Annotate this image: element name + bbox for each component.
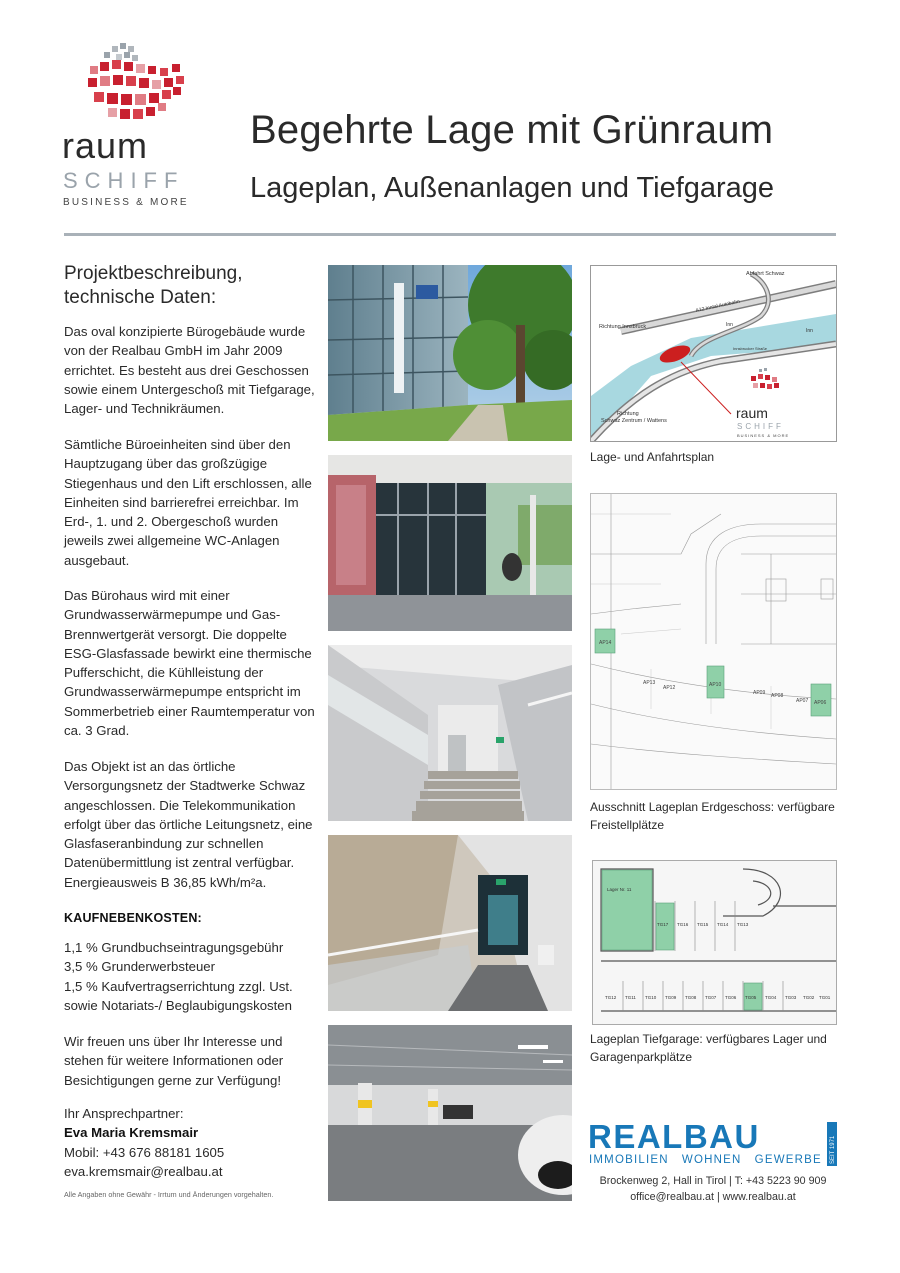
- address-line: Brockenweg 2, Hall in Tirol | T: +43 5223 90 909: [599, 1175, 827, 1187]
- svg-text:AP09: AP09: [753, 690, 766, 696]
- photo-staircase: [328, 645, 572, 821]
- svg-text:TG14: TG14: [717, 922, 729, 927]
- cost-item: sowie Notariats-/ Beglaubigungskosten: [64, 997, 292, 1013]
- svg-text:REALBAU: REALBAU: [588, 1120, 760, 1155]
- realbau-logo: [588, 1120, 838, 1170]
- svg-text:TG04: TG04: [765, 995, 777, 1000]
- company-address: [588, 1173, 838, 1205]
- raumschiff-logo: [60, 38, 222, 210]
- svg-text:raum: raum: [62, 125, 149, 166]
- header-divider: [64, 233, 836, 236]
- svg-text:AP12: AP12: [663, 685, 676, 691]
- svg-text:TG13: TG13: [737, 922, 749, 927]
- svg-text:TG01: TG01: [819, 995, 831, 1000]
- photo-building-exterior: [328, 265, 572, 441]
- svg-text:Schwaz Zentrum / Wattens: Schwaz Zentrum / Wattens: [601, 418, 667, 424]
- svg-text:AP08: AP08: [771, 693, 784, 699]
- svg-text:Lager Nr. 11: Lager Nr. 11: [607, 887, 632, 892]
- svg-text:Inn: Inn: [726, 322, 733, 328]
- contact-line[interactable]: office@realbau.at | www.realbau.at: [630, 1191, 796, 1203]
- photo-stairwell: [328, 835, 572, 1011]
- svg-text:TG09: TG09: [665, 995, 677, 1000]
- svg-text:SCHIFF: SCHIFF: [737, 422, 784, 431]
- disclaimer: Alle Angaben ohne Gewähr - Irrtum und Änderungen vorgehalten.: [64, 1190, 274, 1199]
- svg-text:TG07: TG07: [705, 995, 717, 1000]
- svg-text:BUSINESS & MORE: BUSINESS & MORE: [737, 433, 790, 438]
- svg-text:Richtung: Richtung: [617, 411, 639, 417]
- closing-text: Wir freuen uns über Ihr Interesse und stehen für weitere Informationen oder Besichtigungen gerne zur Verfügung!: [64, 1034, 284, 1088]
- caption-plan-ground: Ausschnitt Lageplan Erdgeschoss: verfügbare Freistellplätze: [590, 800, 835, 832]
- svg-text:AP14: AP14: [599, 640, 612, 646]
- caption-map: Lage- und Anfahrtsplan: [590, 450, 715, 464]
- svg-text:TG05: TG05: [745, 995, 757, 1000]
- svg-text:TG16: TG16: [677, 922, 689, 927]
- contact-name: Eva Maria Kremsmair: [64, 1125, 199, 1141]
- svg-text:AP10: AP10: [709, 682, 722, 688]
- cost-item: 1,5 % Kaufvertragserrichtung zzgl. Ust.: [64, 978, 293, 994]
- storage-available: [602, 870, 652, 950]
- page-subtitle: Lageplan, Außenanlagen und Tiefgarage: [250, 172, 775, 204]
- svg-text:TG12: TG12: [605, 995, 617, 1000]
- svg-text:SCHIFF: SCHIFF: [63, 168, 185, 193]
- svg-text:raum: raum: [736, 405, 768, 421]
- contact-label: Ihr Ansprechpartner:: [64, 1106, 184, 1121]
- photo-underground-garage: [328, 1025, 572, 1201]
- page-title: Begehrte Lage mit Grünraum: [250, 108, 774, 152]
- svg-text:TG10: TG10: [645, 995, 657, 1000]
- svg-text:TG03: TG03: [785, 995, 797, 1000]
- svg-text:TG08: TG08: [685, 995, 697, 1000]
- cost-item: 3,5 % Grunderwerbsteuer: [64, 959, 215, 975]
- paragraph-access: Sämtliche Büroeinheiten sind über den Hauptzugang über das großzügige Stiegenhaus und den Lift erschlossen, alle Einheiten sind barrierefrei erreichbar. Im Erd-, 1. und 2. Obergeschoß wurden jeweils zwei allgemeine WC-Anlagen ausgebaut.: [64, 437, 312, 568]
- svg-text:AP07: AP07: [796, 698, 809, 704]
- svg-text:TG02: TG02: [803, 995, 815, 1000]
- paragraph-utilities: Das Objekt ist an das örtliche Versorgungsnetz der Stadtwerke Schwaz angeschlossen. Die Telekommunikation erfolgt über das örtliche Leitungsnetz, eine Glasfaseranbindung zur schnellen Datenübermittlung ist zentral verfügbar. Energieausweis B 36,85 kWh/m²a.: [64, 759, 313, 890]
- contact-block: [64, 1104, 324, 1181]
- svg-text:TG06: TG06: [725, 995, 737, 1000]
- paragraph-description: Das oval konzipierte Bürogebäude wurde von der Realbau GmbH im Jahr 2009 errichtet. Es besteht aus drei Geschossen sowie einem Untergeschoß mit Tiefgarage, Lager- und Technikräumen.: [64, 324, 315, 417]
- location-map: [590, 265, 837, 442]
- svg-text:IMMOBILIEN WOHNEN GEWERBE: IMMOBILIEN WOHNEN GEWERBE: [589, 1154, 822, 1166]
- svg-text:A12 Inntal Autobahn: A12 Inntal Autobahn: [695, 298, 741, 314]
- svg-text:AP06: AP06: [814, 700, 827, 706]
- svg-text:BUSINESS & MORE: BUSINESS & MORE: [63, 197, 189, 208]
- svg-text:Inn: Inn: [806, 328, 813, 334]
- section-heading: Projektbeschreibung, technische Daten:: [64, 263, 243, 308]
- svg-text:TG15: TG15: [697, 922, 709, 927]
- site-plan-underground-garage: [592, 860, 837, 1025]
- caption-plan-garage: Lageplan Tiefgarage: verfügbares Lager und Garagenparkplätze: [590, 1032, 827, 1064]
- cost-item: 1,1 % Grundbuchseintragungsgebühr: [64, 940, 284, 955]
- svg-text:Abfahrt Schwaz: Abfahrt Schwaz: [746, 271, 785, 277]
- svg-text:Richtung Innsbruck: Richtung Innsbruck: [599, 324, 647, 330]
- contact-phone[interactable]: Mobil: +43 676 88181 1605: [64, 1144, 225, 1160]
- site-plan-ground-floor: [590, 493, 837, 790]
- svg-text:Innsbrucker Straße: Innsbrucker Straße: [733, 346, 768, 351]
- paragraph-heating: Das Bürohaus wird mit einer Grundwasserwärmepumpe und Gas-Brennwertgerät versorgt. Die doppelte ESG-Glasfassade bewirkt eine thermische Pufferschicht, die Kühlleistung der Grundwasserwärmepumpe entspricht im Sommerbetrieb einer Raumtemperatur von ca. 3 Grad.: [64, 588, 315, 739]
- costs-list: [64, 938, 324, 1015]
- svg-text:SEIT 1971: SEIT 1971: [830, 1135, 836, 1164]
- logo-mosaic-icon: [88, 43, 184, 119]
- svg-text:AP13: AP13: [643, 680, 656, 686]
- svg-text:TG11: TG11: [625, 995, 636, 1000]
- costs-heading: KAUFNEBENKOSTEN:: [64, 911, 202, 925]
- contact-email[interactable]: eva.kremsmair@realbau.at: [64, 1163, 223, 1179]
- svg-text:TG17: TG17: [657, 922, 669, 927]
- photo-entrance: [328, 455, 572, 631]
- map-logo-mosaic-icon: [751, 368, 779, 389]
